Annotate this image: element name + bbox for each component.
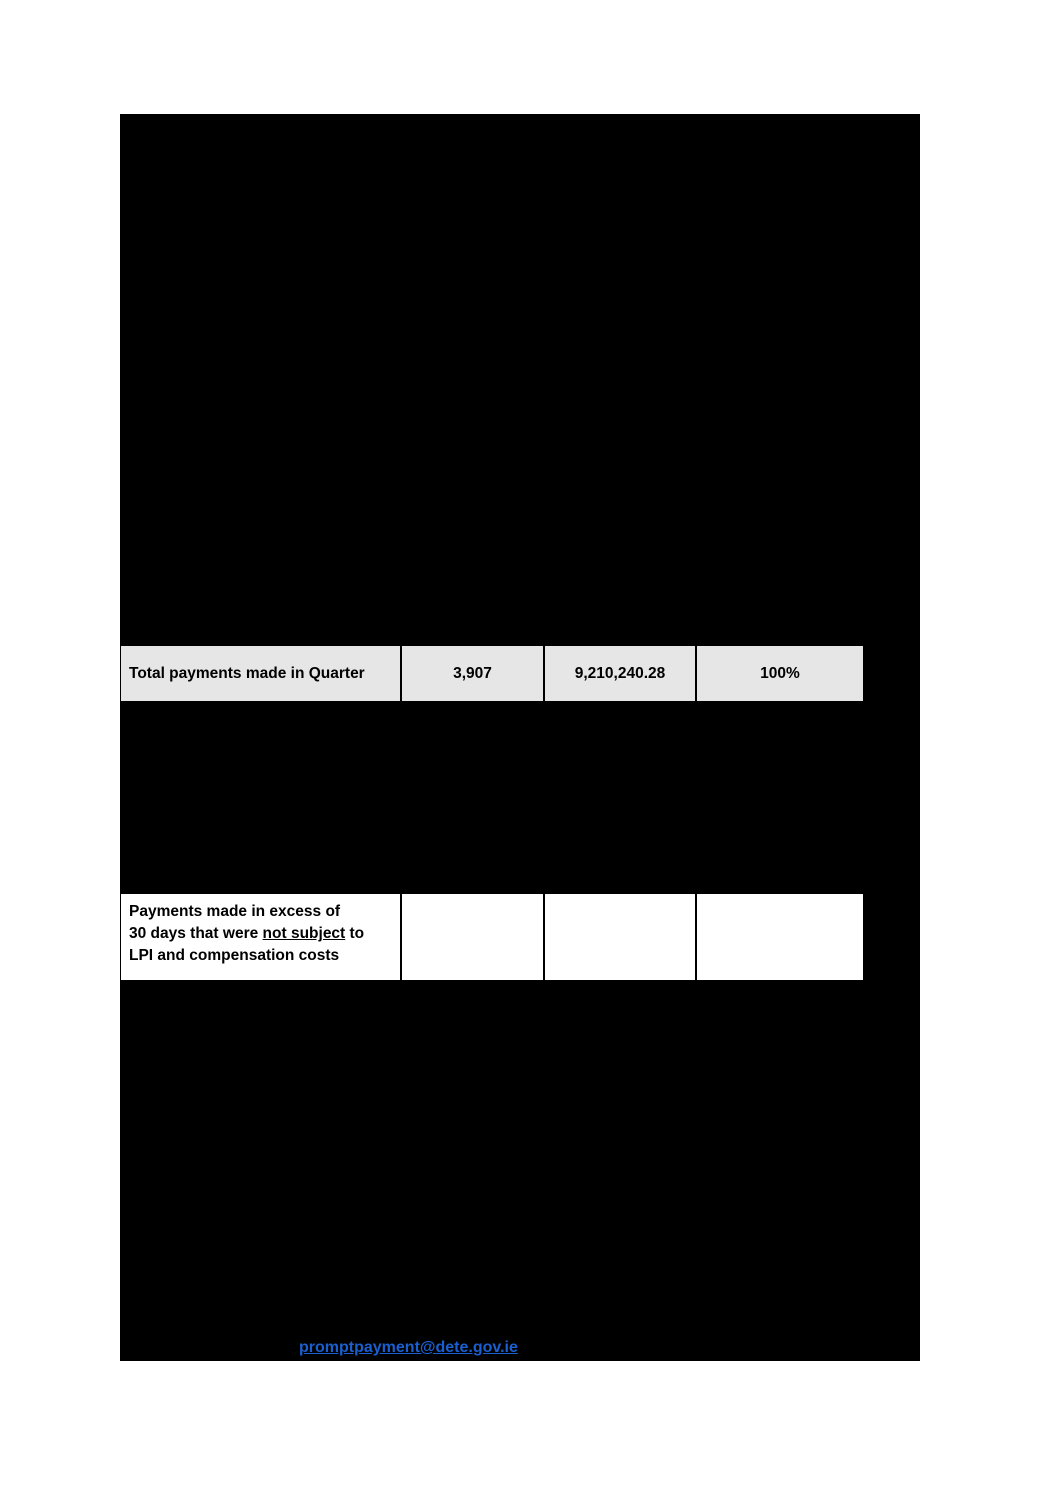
row-label-line-2-pre: 30 days that were (129, 925, 263, 942)
row-value-count: 3,907 (401, 645, 544, 702)
table-row (120, 645, 864, 702)
row-value-percent (696, 893, 864, 981)
row-label-emphasis: not subject (262, 925, 346, 942)
redacted-document-body (120, 114, 920, 1361)
row-label-line-3: LPI and compensation costs (129, 947, 340, 964)
row-value-percent: 100% (696, 645, 864, 702)
row-label-line-1: Payments made in excess of (129, 903, 341, 920)
row-label-total-payments: Total payments made in Quarter (120, 645, 401, 702)
contact-email-link[interactable]: promptpayment@dete.gov.ie (299, 1339, 518, 1356)
row-label-line-2-post: to (345, 925, 365, 942)
row-value-amount: 9,210,240.28 (544, 645, 696, 702)
row-value-count (401, 893, 544, 981)
row-label-payments-not-subject (120, 893, 401, 981)
row-value-amount (544, 893, 696, 981)
table-row (120, 893, 864, 981)
row-label-line-2 (129, 923, 364, 945)
